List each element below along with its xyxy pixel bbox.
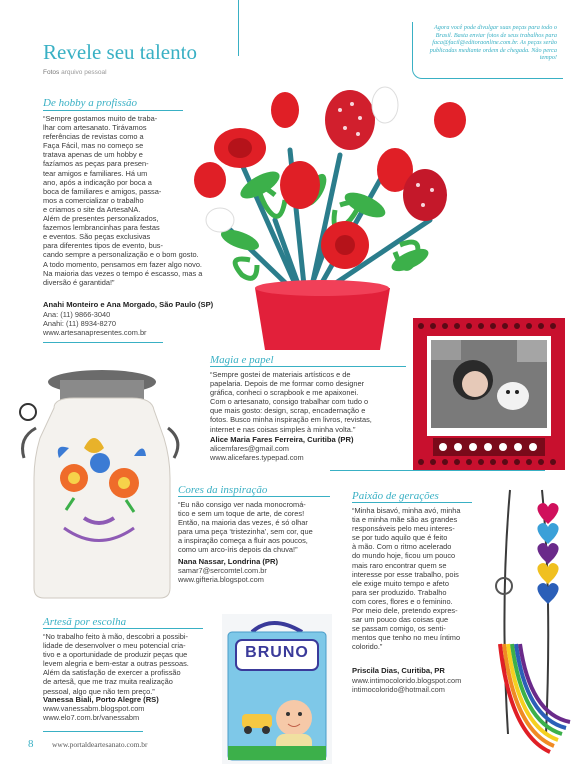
felt-name-flag-photo (222, 614, 332, 764)
section-body-hobby: “Sempre gostamos muito de traba- lhar com artesanato. Tirávamos referências de revistas como a Faça Fácil, mas no começo se tratava apenas de um hobby e fazíamos as peças para presen- tear amigos e familiares. Há um ano, após a indicação por boca a boca de familiares e amigos, passa- mos a comercializar o trabalho e criamos o site da ArtesaNA. Além de presentes personalizados, fazemos lembrancinhas para festas e eventos. São peças exclusivas para diferentes tipos de evento, bus- cando sempre a personalização e o bom gosto. A todo momento, pensamos em fazer algo novo. Na maioria das vezes o tempo é escasso, mas a diversão é garantida!” (43, 114, 203, 287)
header-divider (238, 0, 239, 56)
section-end-rule-hobby (43, 342, 163, 343)
section-rule-artesa (43, 628, 203, 629)
notice-text: Agora você pode divulgar suas peças para todo o Brasil. Basta enviar fotos de seus trabalhos para faca@facil@editoraonline.com.br. As peças serão publicadas mediante ordem de chegada. Não perca tempo! (429, 24, 557, 62)
photo-credit-label: Fotos (43, 69, 60, 76)
author-contacts-paixao (352, 676, 461, 694)
author-name-artesa: Vanessa Biali, Porto Alegre (RS) (43, 695, 159, 704)
author-name-hobby: Anahi Monteiro e Ana Morgado, São Paulo (SP) (43, 300, 214, 309)
section-rule-cores (178, 496, 330, 497)
section-end-rule-magia (330, 470, 545, 471)
contact-line: www.alicefares.typepad.com (210, 453, 304, 462)
contact-line: intimocolorido@hotmail.com (352, 685, 445, 694)
contact-line: www.vanessabm.blogspot.com (43, 704, 145, 713)
author-name-magia: Alice Maria Fares Ferreira, Curitiba (PR) (210, 435, 354, 444)
rose-bouquet-photo (180, 70, 480, 350)
contact-line: www.intimocolorido.blogspot.com (352, 676, 462, 685)
section-rule-paixao (352, 502, 472, 503)
heart-necklace-photo (480, 484, 576, 768)
section-title-cores: Cores da inspiração (178, 484, 268, 496)
footer-url: www.portaldeartesanato.com.br (52, 740, 148, 749)
author-contacts-magia (210, 444, 304, 462)
scrapbook-frame-photo (413, 318, 565, 470)
author-contacts-hobby (43, 310, 147, 337)
section-title-paixao: Paixão de gerações (352, 490, 439, 502)
page-number: 8 (28, 738, 34, 750)
contact-line: www.artesanapresentes.com.br (43, 328, 147, 337)
painted-milk-can-photo (14, 368, 184, 600)
flag-name-label: BRUNO (245, 644, 309, 661)
page-title: Revele seu talento (43, 40, 197, 64)
contact-line: www.gifteria.blogspot.com (178, 575, 264, 584)
section-body-magia: “Sempre gostei de materiais artísticos e de papelaria. Depois de me formar como designer gráfica, conheci o scrapbook e me apaixonei. Com o artesanato, consigo trabalhar com tudo o que mais gosto: design, scrap, encadernação e fotos. Busco minha inspiração em livros, revistas, internet e nas coisas simples à minha volta.” (210, 370, 372, 434)
author-contacts-artesa (43, 704, 144, 722)
photo-credit (43, 69, 107, 76)
section-title-artesa: Artesã por escolha (43, 616, 127, 628)
section-body-paixao: “Minha bisavó, minha avó, minha tia e minha mãe são as grandes responsáveis pelo meu interes- se por tudo aquilo que é feito à mão. Com o ritmo acelerado do mundo hoje, ficou um pouco mais raro encontrar quem se interesse por esse trabalho, pois ele exige muito tempo e afeto para ser produzido. Trabalho com cores, flores e o feminino. Por meio dele, pretendo expres- sar um pouco das coisas que se passam comigo, os senti- mentos que tenho no meu íntimo colorido.” (352, 506, 461, 652)
photo-credit-value: arquivo pessoal (61, 69, 107, 76)
author-contacts-cores (178, 566, 267, 584)
section-body-cores: “Eu não consigo ver nada monocromá- tico e sem um toque de arte, de cores! Então, na maioria das vezes, é só olhar para uma peça ‘tristezinha’, sem cor, que a inspiração começa a fluir aos poucos, como um arco-íris depois da chuva!” (178, 500, 313, 555)
author-name-cores: Nana Nassar, Londrina (PR) (178, 557, 279, 566)
section-rule-hobby (43, 110, 183, 111)
section-end-rule-artesa (43, 731, 143, 732)
section-title-magia: Magia e papel (210, 354, 274, 366)
author-name-paixao: Priscila Dias, Curitiba, PR (352, 666, 445, 675)
contact-line: Anahi: (11) 8934-8270 (43, 319, 116, 328)
contact-line: samar7@sercomtel.com.br (178, 566, 267, 575)
contact-line: Ana: (11) 9866-3040 (43, 310, 111, 319)
contact-line: www.elo7.com.br/vanessabm (43, 713, 140, 722)
section-title-hobby: De hobby a profissão (43, 97, 138, 109)
section-rule-magia (210, 366, 406, 367)
section-body-artesa: “No trabalho feito à mão, descobri a possibi- lidade de desenvolver o meu potencial cria- tivo e a oportunidade de produzir peças que levem alegria e bem-estar a outras pessoas. Além da satisfação de exercer a profissão de artesã, que me traz muita realização pessoal, algo que não tem preço.” (43, 632, 189, 696)
contact-line: alicemfares@gmail.com (210, 444, 289, 453)
